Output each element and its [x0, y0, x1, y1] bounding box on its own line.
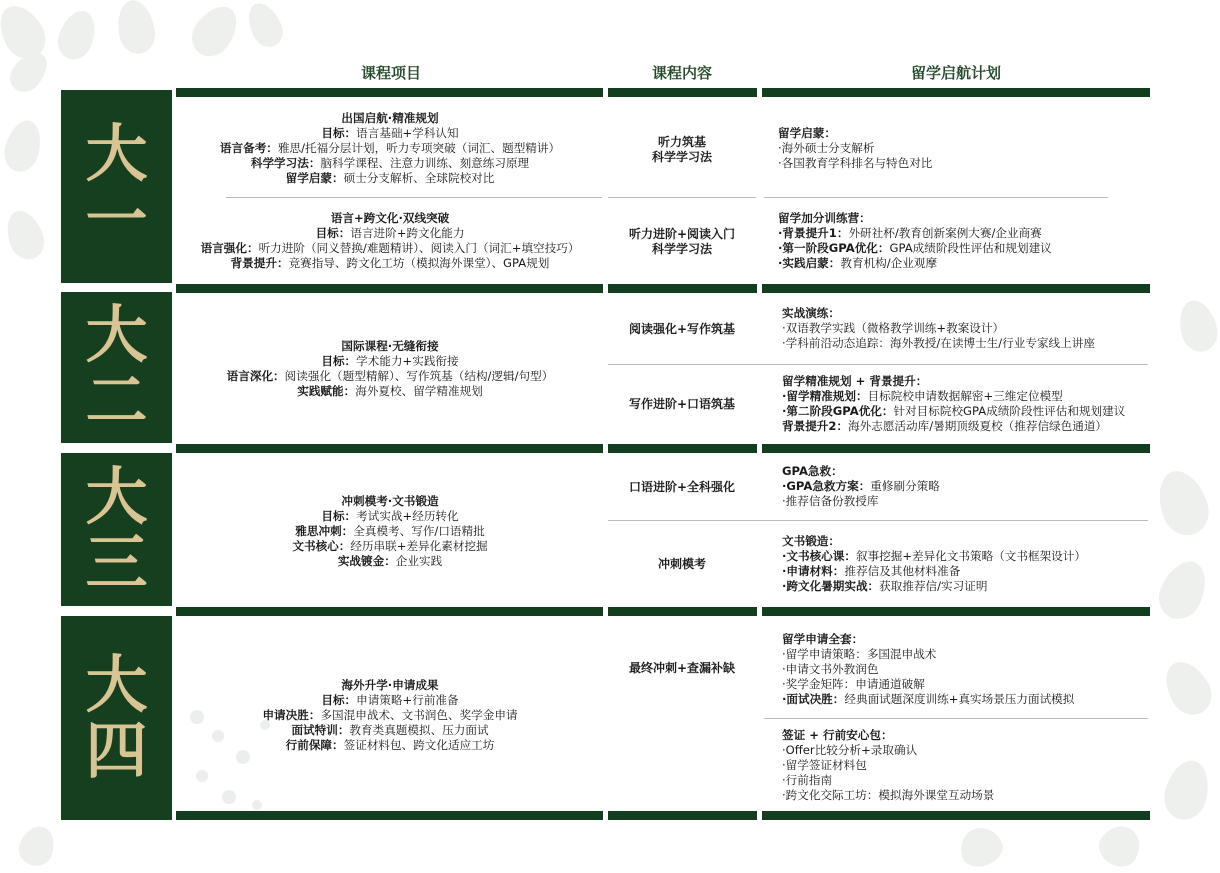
plan-line: ·奖学金矩阵：申请通道破解	[782, 677, 925, 691]
plan-line: ·背景提升1：外研社杯/教育创新案例大赛/企业商赛	[778, 226, 1042, 240]
plan-line: ·跨文化暑期实战：获取推荐信/实习证明	[782, 579, 988, 593]
plan-heading: 签证 + 行前安心包：	[782, 728, 893, 742]
row-divider	[764, 718, 1148, 719]
year-char: 大	[85, 459, 148, 533]
plan-heading: 留学启蒙：	[778, 126, 836, 140]
project-line: 留学启蒙：硕士分支解析、全球院校对比	[285, 170, 495, 185]
content-line: 听力进阶+阅读入门	[628, 227, 736, 241]
plan-line: ·第一阶段GPA优化：GPA成绩阶段性评估和规划建议	[778, 241, 1052, 255]
y3-project-1	[180, 456, 600, 606]
year-block-1	[61, 90, 172, 283]
leaf-decoration	[0, 206, 49, 265]
project-line: 科学学习法：脑科学课程、注意力训练、刻意练习原理	[250, 155, 530, 170]
year-char: 一	[85, 182, 148, 256]
plan-line: ·留学申请策略：多国混申战术	[782, 647, 937, 661]
project-line: 实战镀金：企业实践	[337, 553, 443, 568]
content-line: 科学学习法	[651, 242, 712, 256]
content-line: 冲刺模考	[657, 556, 706, 571]
row-divider	[226, 197, 602, 198]
year-block-2	[61, 292, 172, 443]
leaf-decoration	[1093, 819, 1148, 873]
project-line: 目标：考试实战+经历转化	[321, 508, 459, 523]
plan-line: ·各国教育学科排名与特色对比	[778, 156, 933, 170]
leaf-decoration	[1150, 464, 1216, 542]
leaf-decoration	[3, 46, 54, 99]
plan-line: ·推荐信备份教授库	[782, 494, 879, 508]
table-band	[176, 607, 1150, 616]
leaf-decoration	[1174, 296, 1220, 356]
content-line: 写作进阶+口语筑基	[628, 396, 736, 411]
leaf-decoration	[14, 821, 60, 870]
project-line: 文书核心：经历串联+差异化素材挖掘	[292, 538, 488, 553]
project-line: 行前保障：签证材料包、跨文化适应工坊	[285, 737, 495, 752]
y1-plan-1	[778, 126, 1148, 171]
plan-heading: GPA急救：	[782, 464, 843, 478]
project-line: 目标：语言进阶+跨文化能力	[315, 226, 465, 240]
y3-content-1	[610, 456, 754, 518]
leaf-decoration	[955, 822, 1007, 872]
plan-line: ·文书核心课：叙事挖掘+差异化文书策略（文书框架设计）	[782, 549, 1086, 563]
plan-line: ·跨文化交际工坊：模拟海外课堂互动场景	[782, 788, 995, 802]
project-line: 雅思冲刺：全真模考、写作/口语精批	[295, 523, 485, 538]
y1-content-2	[610, 222, 754, 262]
leaf-decoration	[1157, 654, 1220, 722]
y2-plan-1	[782, 306, 1152, 351]
project-line: 背景提升：竞赛指导、跨文化工坊（模拟海外课堂）、GPA规划	[230, 256, 550, 270]
plan-line: ·实践启蒙：教育机构/企业观摩	[778, 256, 938, 270]
content-line: 听力筑基	[657, 135, 706, 149]
project-title: 语言+跨文化·双线突破	[330, 211, 450, 225]
project-line: 申请决胜：多国混申战术、文书润色、奖学金申请	[262, 707, 518, 722]
header-study-abroad-plan: 留学启航计划	[910, 64, 1001, 82]
year-char: 大	[85, 648, 148, 721]
table-band	[176, 284, 1150, 293]
project-title: 国际课程·无缝衔接	[341, 339, 439, 353]
y4-plan-1	[782, 632, 1152, 707]
y2-content-2	[610, 366, 754, 442]
y1-project-2	[180, 208, 600, 274]
year-block-3	[61, 453, 172, 606]
content-line: 口语进阶+全科强化	[628, 479, 736, 494]
leaf-decoration	[114, 0, 159, 57]
plan-line: ·Offer比较分析+录取确认	[782, 743, 918, 757]
leaf-decoration	[1151, 554, 1214, 626]
year-char: 三	[85, 525, 148, 599]
header-course-content: 课程内容	[651, 64, 712, 82]
plan-line: ·海外硕士分支解析	[778, 141, 875, 155]
y2-plan-2	[782, 374, 1152, 434]
year-char: 大	[85, 297, 148, 371]
y2-content-1	[610, 295, 754, 363]
project-line: 语言备考：雅思/托福分层计划，听力专项突破（词汇、题型精讲）	[219, 140, 561, 155]
project-line: 语言强化：听力进阶（同义替换/难题精讲）、阅读入门（词汇+填空技巧）	[200, 241, 580, 255]
y4-project-1	[180, 620, 600, 810]
plan-line: 背景提升2：海外志愿活动库/暑期顶级夏校（推荐信绿色通道）	[782, 419, 1108, 433]
y1-content-1	[610, 130, 754, 170]
content-line: 阅读强化+写作筑基	[628, 321, 736, 336]
plan-line: ·双语教学实践（微格教学训练+教案设计）	[782, 321, 1005, 335]
plan-line: ·申请文书外教润色	[782, 662, 879, 676]
year-char: 大	[85, 116, 148, 190]
y4-content-1	[610, 620, 754, 716]
column-gap	[603, 88, 608, 822]
y3-plan-1	[782, 464, 1152, 509]
leaf-decoration	[52, 6, 101, 65]
plan-heading: 留学加分训练营：	[778, 211, 871, 225]
plan-line: ·面试决胜：经典面试题深度训练+真实场景压力面试模拟	[782, 692, 1075, 706]
plan-line: ·留学签证材料包	[782, 758, 867, 772]
plan-line: ·行前指南	[782, 773, 833, 787]
y3-content-2	[610, 522, 754, 606]
project-line: 面试特训：教育类真题模拟、压力面试	[291, 722, 489, 737]
plan-heading: 留学精准规划 + 背景提升：	[782, 374, 928, 388]
content-line: 最终冲刺+查漏补缺	[628, 660, 736, 675]
table-band	[176, 88, 1150, 97]
table-band	[176, 444, 1150, 453]
year-block-4	[61, 616, 172, 820]
project-line: 目标：申请策略+行前准备	[321, 692, 459, 707]
header-course-project: 课程项目	[360, 64, 421, 82]
project-line: 目标：学术能力+实践衔接	[321, 354, 459, 368]
leaf-decoration	[242, 0, 289, 52]
plan-line: ·第二阶段GPA优化：针对目标院校GPA成绩阶段性评估和规划建议	[782, 404, 1126, 418]
plan-line: ·留学精准规划：目标院校申请数据解密+三维定位模型	[782, 389, 1063, 403]
plan-line: ·申请材料：推荐信及其他材料准备	[782, 564, 961, 578]
leaf-decoration	[0, 116, 46, 175]
plan-line: ·GPA急救方案：重修刷分策略	[782, 479, 940, 493]
project-line: 目标：语言基础+学科认知	[321, 125, 459, 140]
row-divider	[608, 197, 756, 198]
content-line: 科学学习法	[651, 150, 712, 164]
project-line: 实践赋能：海外夏校、留学精准规划	[297, 384, 483, 398]
project-title: 冲刺模考·文书锻造	[341, 493, 439, 508]
year-char: 二	[85, 363, 148, 437]
table-band	[176, 811, 1150, 820]
y4-plan-2	[782, 728, 1152, 803]
row-divider	[608, 520, 1148, 521]
row-divider	[764, 197, 1108, 198]
plan-heading: 文书锻造：	[782, 534, 840, 548]
y1-plan-2	[778, 211, 1148, 271]
y2-project-1	[180, 295, 600, 443]
y3-plan-2	[782, 534, 1152, 594]
project-title: 海外升学·申请成果	[341, 677, 439, 692]
column-gap	[757, 88, 762, 822]
year-char: 四	[85, 714, 148, 787]
plan-heading: 留学申请全套：	[782, 632, 864, 646]
leaf-decoration	[184, 0, 246, 64]
leaf-decoration	[1159, 756, 1215, 825]
y1-project-1	[180, 108, 600, 188]
plan-heading: 实战演练：	[782, 306, 840, 320]
row-divider	[608, 364, 1148, 365]
plan-line: ·学科前沿动态追踪：海外教授/在读博士生/行业专家线上讲座	[782, 336, 1095, 350]
project-line: 语言深化：阅读强化（题型精解）、写作筑基（结构/逻辑/句型）	[226, 369, 554, 383]
project-title: 出国启航·精准规划	[341, 110, 439, 125]
